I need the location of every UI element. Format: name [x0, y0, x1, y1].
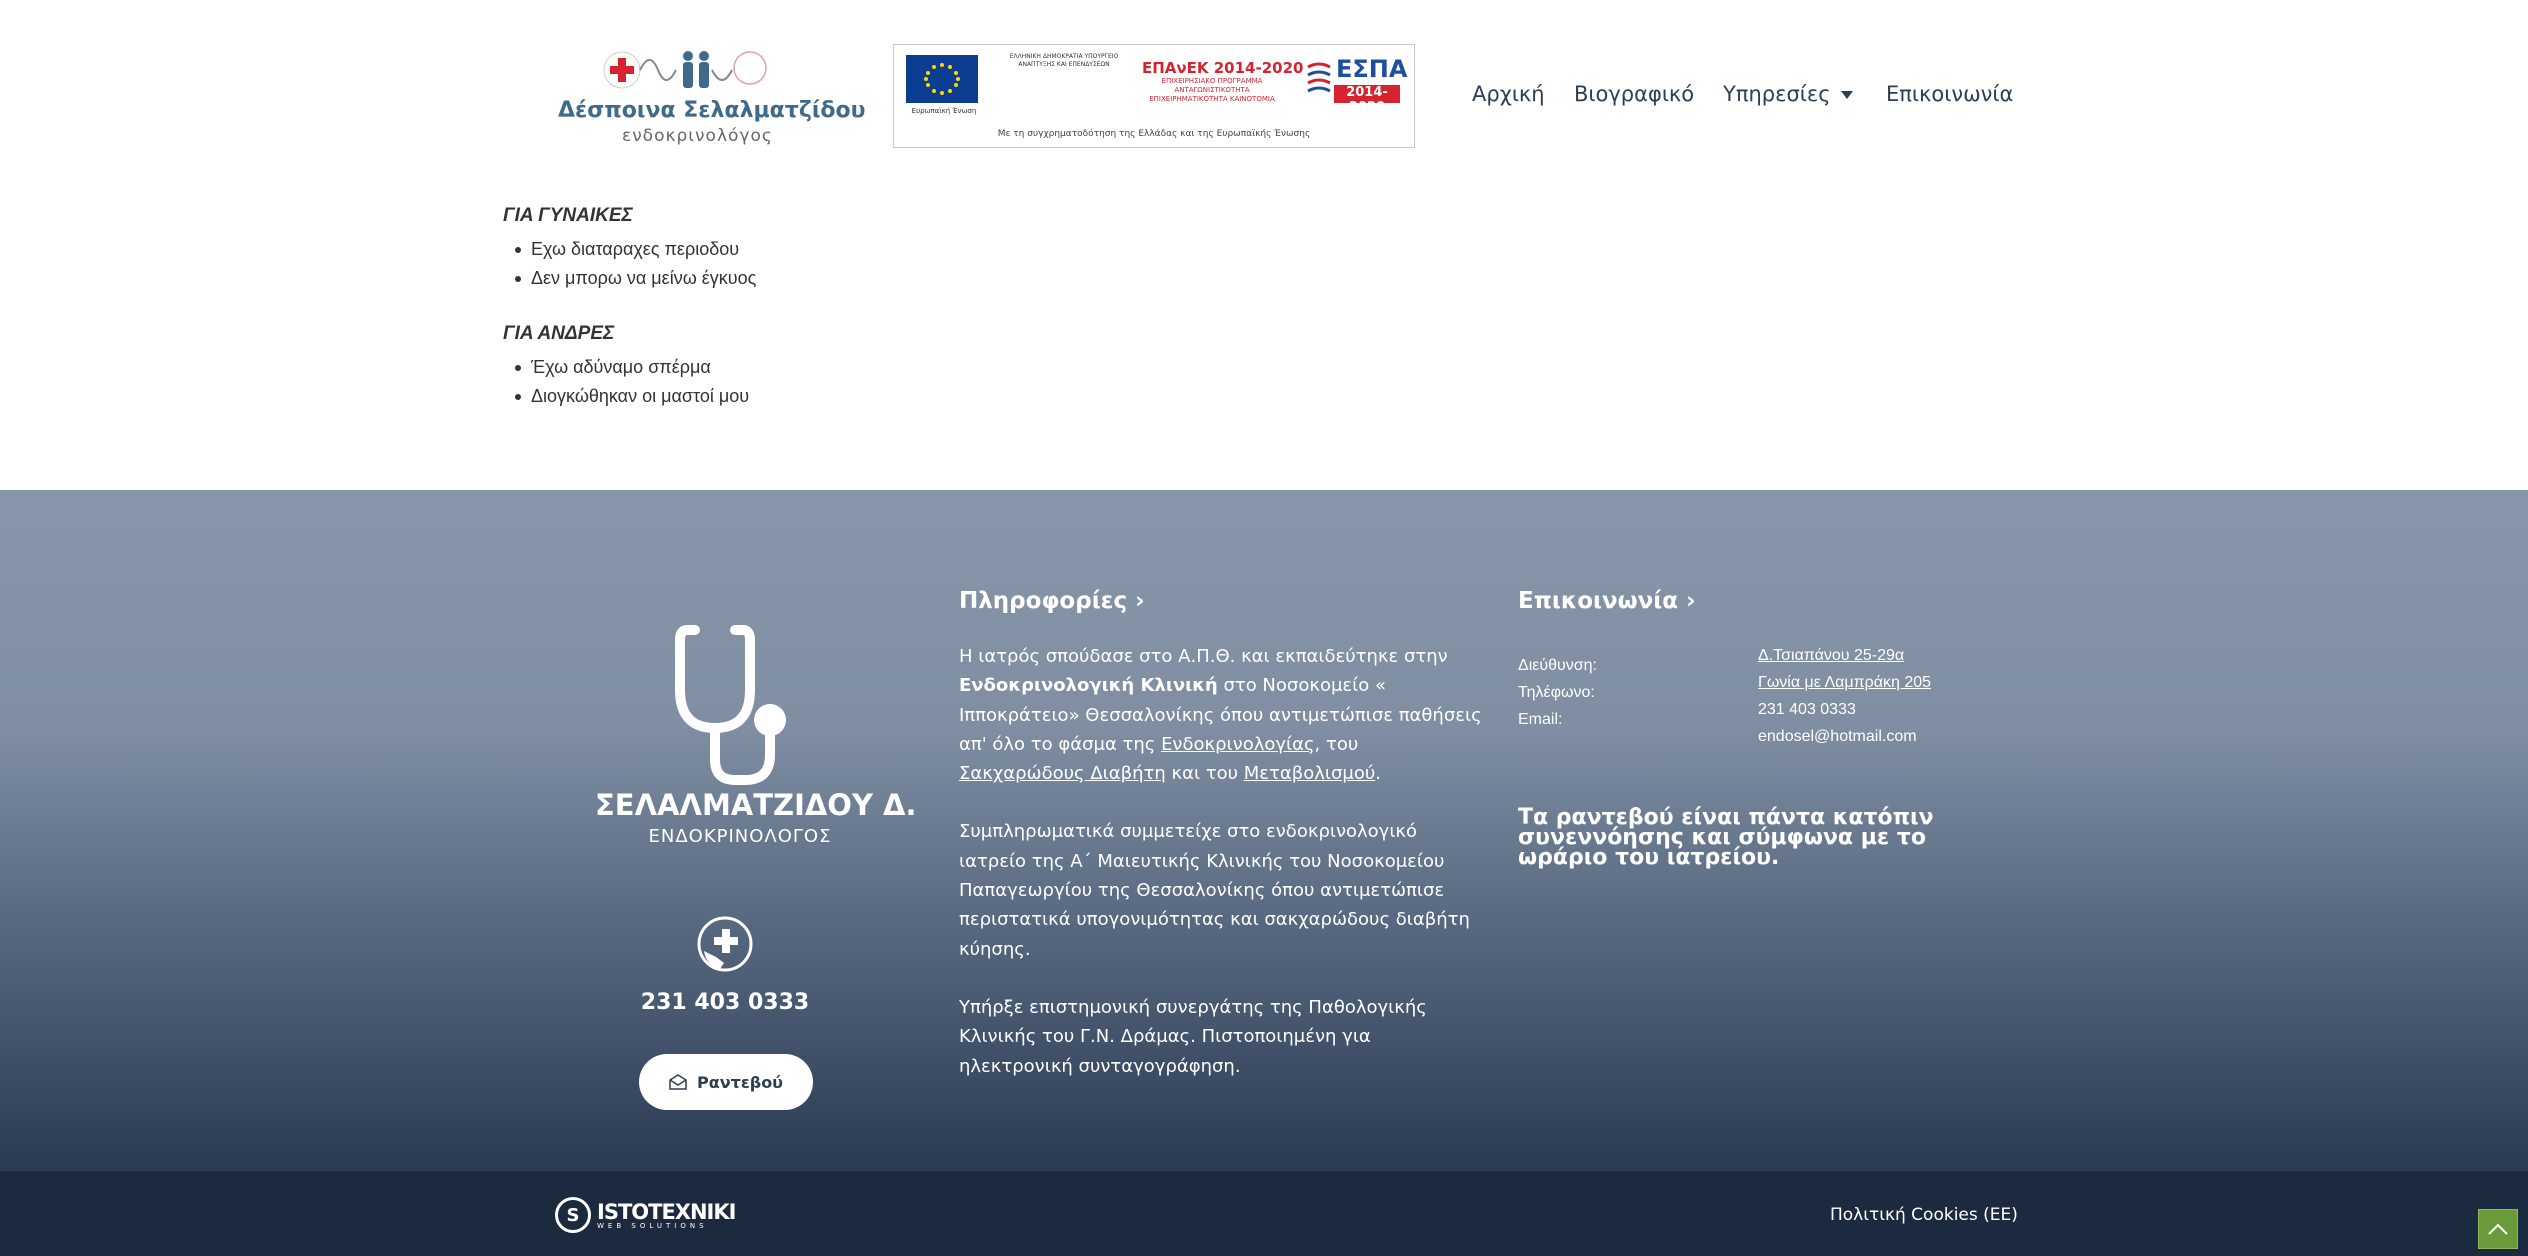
- footer-phone[interactable]: 231 403 0333: [640, 990, 810, 1015]
- appointment-button[interactable]: [639, 1054, 813, 1110]
- list-item: Εχω διαταραχες περιοδου: [531, 235, 1503, 264]
- women-section-title: ΓΙΑ ΓΥΝΑΙΚΕΣ: [503, 205, 633, 226]
- espa-years: 2014-2020: [1334, 85, 1400, 103]
- contact-labels: [1518, 652, 1597, 733]
- email-label: Email:: [1518, 711, 1563, 728]
- info-paragraph-2: Συμπληρωματικά συμμετείχε στο ενδοκρινολογικό ιατρείο της Α΄ Μαιευτικής Κλινικής του Νοσοκομείου Παπαγεωργίου της Θεσσαλονίκης όπου αντιμετώπισε περιστατικά υπογονιμότητας και σακχαρώδους διαβήτη κύησης.: [959, 821, 1470, 960]
- istotexniki-logo[interactable]: [555, 1195, 735, 1235]
- istotexniki-mark-icon: S: [555, 1197, 591, 1233]
- envelope-icon: [669, 1074, 687, 1090]
- banner-caption: Με τη συγχρηματοδότηση της Ελλάδας και της Ευρωπαϊκής Ένωσης: [997, 129, 1311, 139]
- nav-home[interactable]: Αρχική: [1472, 82, 1545, 106]
- men-section-title: ΓΙΑ ΑΝΔΡΕΣ: [503, 323, 615, 344]
- footer-logo: [595, 620, 917, 850]
- contact-title: Επικοινωνία ›: [1518, 588, 1696, 614]
- list-item: Δεν μπορω να μείνω έγκυος: [531, 264, 1503, 293]
- chevron-up-icon: [2487, 1222, 2509, 1236]
- istotexniki-name: ISTOTEXNIKI: [597, 1200, 736, 1224]
- nav-biography[interactable]: Βιογραφικό: [1574, 82, 1695, 106]
- appointment-button-label: Ραντεβού: [697, 1072, 783, 1092]
- main-nav: [0, 82, 2528, 112]
- cookies-policy-link[interactable]: Πολιτική Cookies (ΕΕ): [1830, 1205, 2018, 1225]
- scroll-to-top-button[interactable]: [2478, 1209, 2518, 1249]
- logo-subtitle: ενδοκρινολόγος: [622, 126, 773, 146]
- site-footer: [0, 490, 2528, 1170]
- link-metabolism[interactable]: Μεταβολισμού: [1243, 763, 1376, 785]
- appointment-note: Τα ραντεβού είναι πάντα κατόπιν συνεννόησης και σύμφωνα με το ωράριο του ιατρείου.: [1518, 805, 1934, 870]
- chevron-down-icon: [1841, 91, 1853, 99]
- contact-phone[interactable]: 231 403 0333: [1758, 701, 1856, 718]
- nav-services[interactable]: [1723, 82, 1853, 106]
- bottom-bar: [0, 1170, 2528, 1256]
- istotexniki-subtitle: WEB SOLUTIONS: [597, 1222, 708, 1230]
- epanek-subtitle: ΕΠΙΧΕΙΡΗΣΙΑΚΟ ΠΡΟΓΡΑΜΜΑ ΑΝΤΑΓΩΝΙΣΤΙΚΟΤΗΤΑ ΕΠΙΧΕΙΡΗΜΑΤΙΚΟΤΗΤΑ ΚΑΙΝΟΤΟΜΙΑ: [1149, 77, 1275, 103]
- men-list: [531, 353, 1503, 411]
- info-paragraph-1: Η ιατρός σπούδασε στο Α.Π.Θ. και εκπαιδεύτηκε στην Ενδοκρινολογική Κλινική στο Νοσοκομείο « Ιπποκράτειο» Θεσσαλονίκης όπου αντιμετώπισε παθήσεις απ' όλο το φάσμα της Ενδοκρινολογίας, του Σακχαρώδους Διαβήτη και του Μεταβολισμού.: [959, 646, 1482, 785]
- site-header: [0, 0, 2528, 190]
- link-endocrinology[interactable]: Ενδοκρινολογίας: [1161, 733, 1315, 755]
- epanek-title: ΕΠΑνΕΚ 2014-2020: [1142, 59, 1304, 77]
- espa-title: ΕΣΠΑ: [1336, 55, 1408, 83]
- nav-contact[interactable]: Επικοινωνία: [1886, 82, 2014, 106]
- footer-logo-subtitle: ΕΝΔΟΚΡΙΝΟΛΟΓΟΣ: [648, 826, 832, 847]
- list-item: Διογκώθηκαν οι μαστοί μου: [531, 382, 1503, 411]
- stethoscope-icon: [595, 620, 885, 790]
- contact-values: [1758, 642, 1931, 750]
- contact-email[interactable]: endosel@hotmail.com: [1758, 728, 1917, 745]
- list-item: Έχω αδύναμο σπέρμα: [531, 353, 1503, 382]
- footer-logo-name: ΣΕΛΑΛΜΑΤΖΙΔΟΥ Δ.: [595, 788, 917, 822]
- address-line-1-link[interactable]: Δ.Τσιαπάνου 25-29α: [1758, 647, 1905, 664]
- info-paragraph-3: Υπήρξε επιστημονική συνεργάτης της Παθολογικής Κλινικής του Γ.Ν. Δράμας. Πιστοποιημένη για ηλεκτρονική συνταγογράφηση.: [959, 996, 1427, 1077]
- address-label: Διεύθυνση:: [1518, 657, 1597, 674]
- ministry-text: ΕΛΛΗΝΙΚΗ ΔΗΜΟΚΡΑΤΙΑ ΥΠΟΥΡΓΕΙΟ ΑΝΑΠΤΥΞΗΣ ΚΑΙ ΕΠΕΝΔΥΣΕΩΝ: [1009, 53, 1119, 68]
- page-content: [503, 205, 1503, 411]
- logo-name: Δέσποινα Σελαλματζίδου: [558, 98, 866, 123]
- eu-label: Ευρωπαϊκή Ένωση: [911, 107, 977, 115]
- women-list: [531, 235, 1503, 293]
- nav-services-label: Υπηρεσίες: [1723, 82, 1831, 106]
- address-line-2-link[interactable]: Γωνία με Λαμπράκη 205: [1758, 674, 1932, 691]
- info-text: [959, 642, 1484, 1110]
- info-title: Πληροφορίες ›: [959, 588, 1145, 614]
- phone-label: Τηλέφωνο:: [1518, 684, 1595, 701]
- link-diabetes[interactable]: Σακχαρώδους Διαβήτη: [959, 763, 1166, 785]
- phone-medical-icon: [696, 915, 754, 973]
